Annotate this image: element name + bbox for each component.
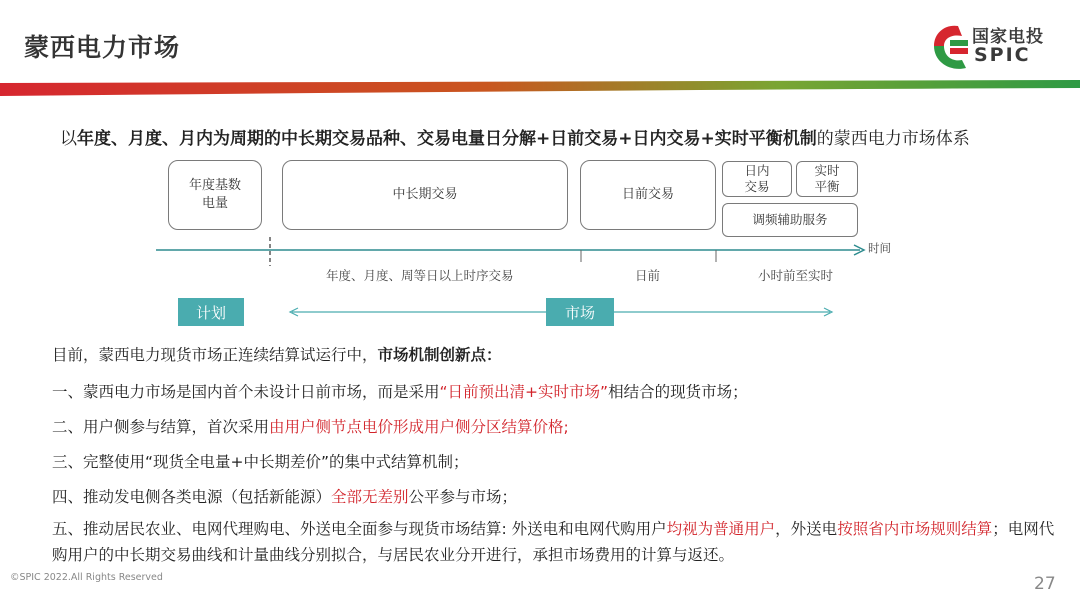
point-5-highlight-1: 均视为普通用户 [666, 520, 776, 538]
copyright-notice: ©SPIC 2022.All Rights Reserved [10, 572, 163, 583]
point-4-text-a: 四、推动发电侧各类电源（包括新能源） [52, 488, 332, 506]
summary-highlight: 年度、月度、月内为周期的中长期交易品种、交易电量日分解+日前交易+日内交易+实时平衡机制 [77, 129, 817, 149]
point-1-text-a: 一、蒙西电力市场是国内首个未设计日前市场，而是采用 [52, 383, 440, 401]
period-label-day-ahead: 日前 [635, 268, 661, 283]
box-annual-base-volume [168, 160, 262, 230]
tag-plan: 计划 [178, 298, 244, 326]
timeline-axis [150, 236, 880, 266]
box-real-time-balance-label: 实时平衡 [814, 163, 840, 194]
box-intraday-trading [722, 161, 792, 197]
point-5-text-b: ，外送电 [775, 520, 838, 538]
box-day-ahead-trading-label: 日前交易 [621, 187, 674, 203]
box-real-time-balance [796, 161, 858, 197]
box-annual-base-volume-label: 年度基数电量 [188, 178, 241, 211]
timeline-axis-label: 时间 [868, 241, 891, 255]
point-1 [52, 380, 748, 402]
spic-logo-icon [934, 26, 968, 69]
logo-english-text: SPIC [974, 44, 1031, 66]
point-5 [52, 516, 1062, 568]
point-2-text-a: 二、用户侧参与结算，首次采用 [52, 418, 270, 436]
point-4 [52, 485, 517, 507]
period-label-mid-long: 年度、月度、周等日以上时序交易 [326, 268, 514, 283]
point-4-text-b: 公平参与市场； [408, 488, 518, 506]
point-1-highlight: “日前预出清+实时市场” [439, 383, 609, 401]
point-4-highlight: 全部无差别 [331, 488, 409, 506]
box-intraday-trading-label: 日内交易 [744, 163, 770, 194]
logo-chinese-text: 国家电投 [972, 27, 1044, 47]
period-label-real-time: 小时前至实时 [758, 268, 834, 283]
page-title: 蒙西电力市场 [24, 33, 181, 62]
box-day-ahead-trading [580, 160, 716, 230]
box-mid-long-term-trading-label: 中长期交易 [392, 187, 458, 203]
tag-market: 市场 [546, 298, 614, 326]
summary-prefix: 以 [60, 129, 77, 149]
intro-text: 目前，蒙西电力现货市场正连续结算试运行中， [52, 346, 378, 364]
header-color-band [0, 80, 1080, 98]
box-frequency-regulation [722, 203, 858, 237]
box-frequency-regulation-label: 调频辅助服务 [752, 211, 828, 227]
page-number: 27 [1034, 574, 1056, 594]
point-3-text: 三、完整使用“现货全电量+中长期差价”的集中式结算机制； [52, 453, 469, 471]
point-2-highlight: 由用户侧节点电价形成用户侧分区结算价格; [269, 418, 569, 436]
point-1-text-b: 相结合的现货市场； [608, 383, 748, 401]
box-mid-long-term-trading [282, 160, 568, 230]
point-5-highlight-2: 按照省内市场规则结算 [837, 520, 993, 538]
point-3 [52, 450, 469, 472]
summary-suffix: 的蒙西电力市场体系 [816, 129, 970, 149]
intro-line [52, 343, 502, 365]
point-2 [52, 415, 569, 437]
point-5-text-a: 五、推动居民农业、电网代理购电、外送电全面参与现货市场结算: 外送电和电网代购用户 [52, 520, 667, 538]
intro-highlight: 市场机制创新点： [377, 346, 502, 364]
market-system-summary [60, 124, 970, 149]
point-5-text-c: ；电网代购用户的中长期交易曲线和计量曲线分别拟合，与居民农业分开进行，承担市场费用的计算与返还。 [52, 520, 1055, 564]
